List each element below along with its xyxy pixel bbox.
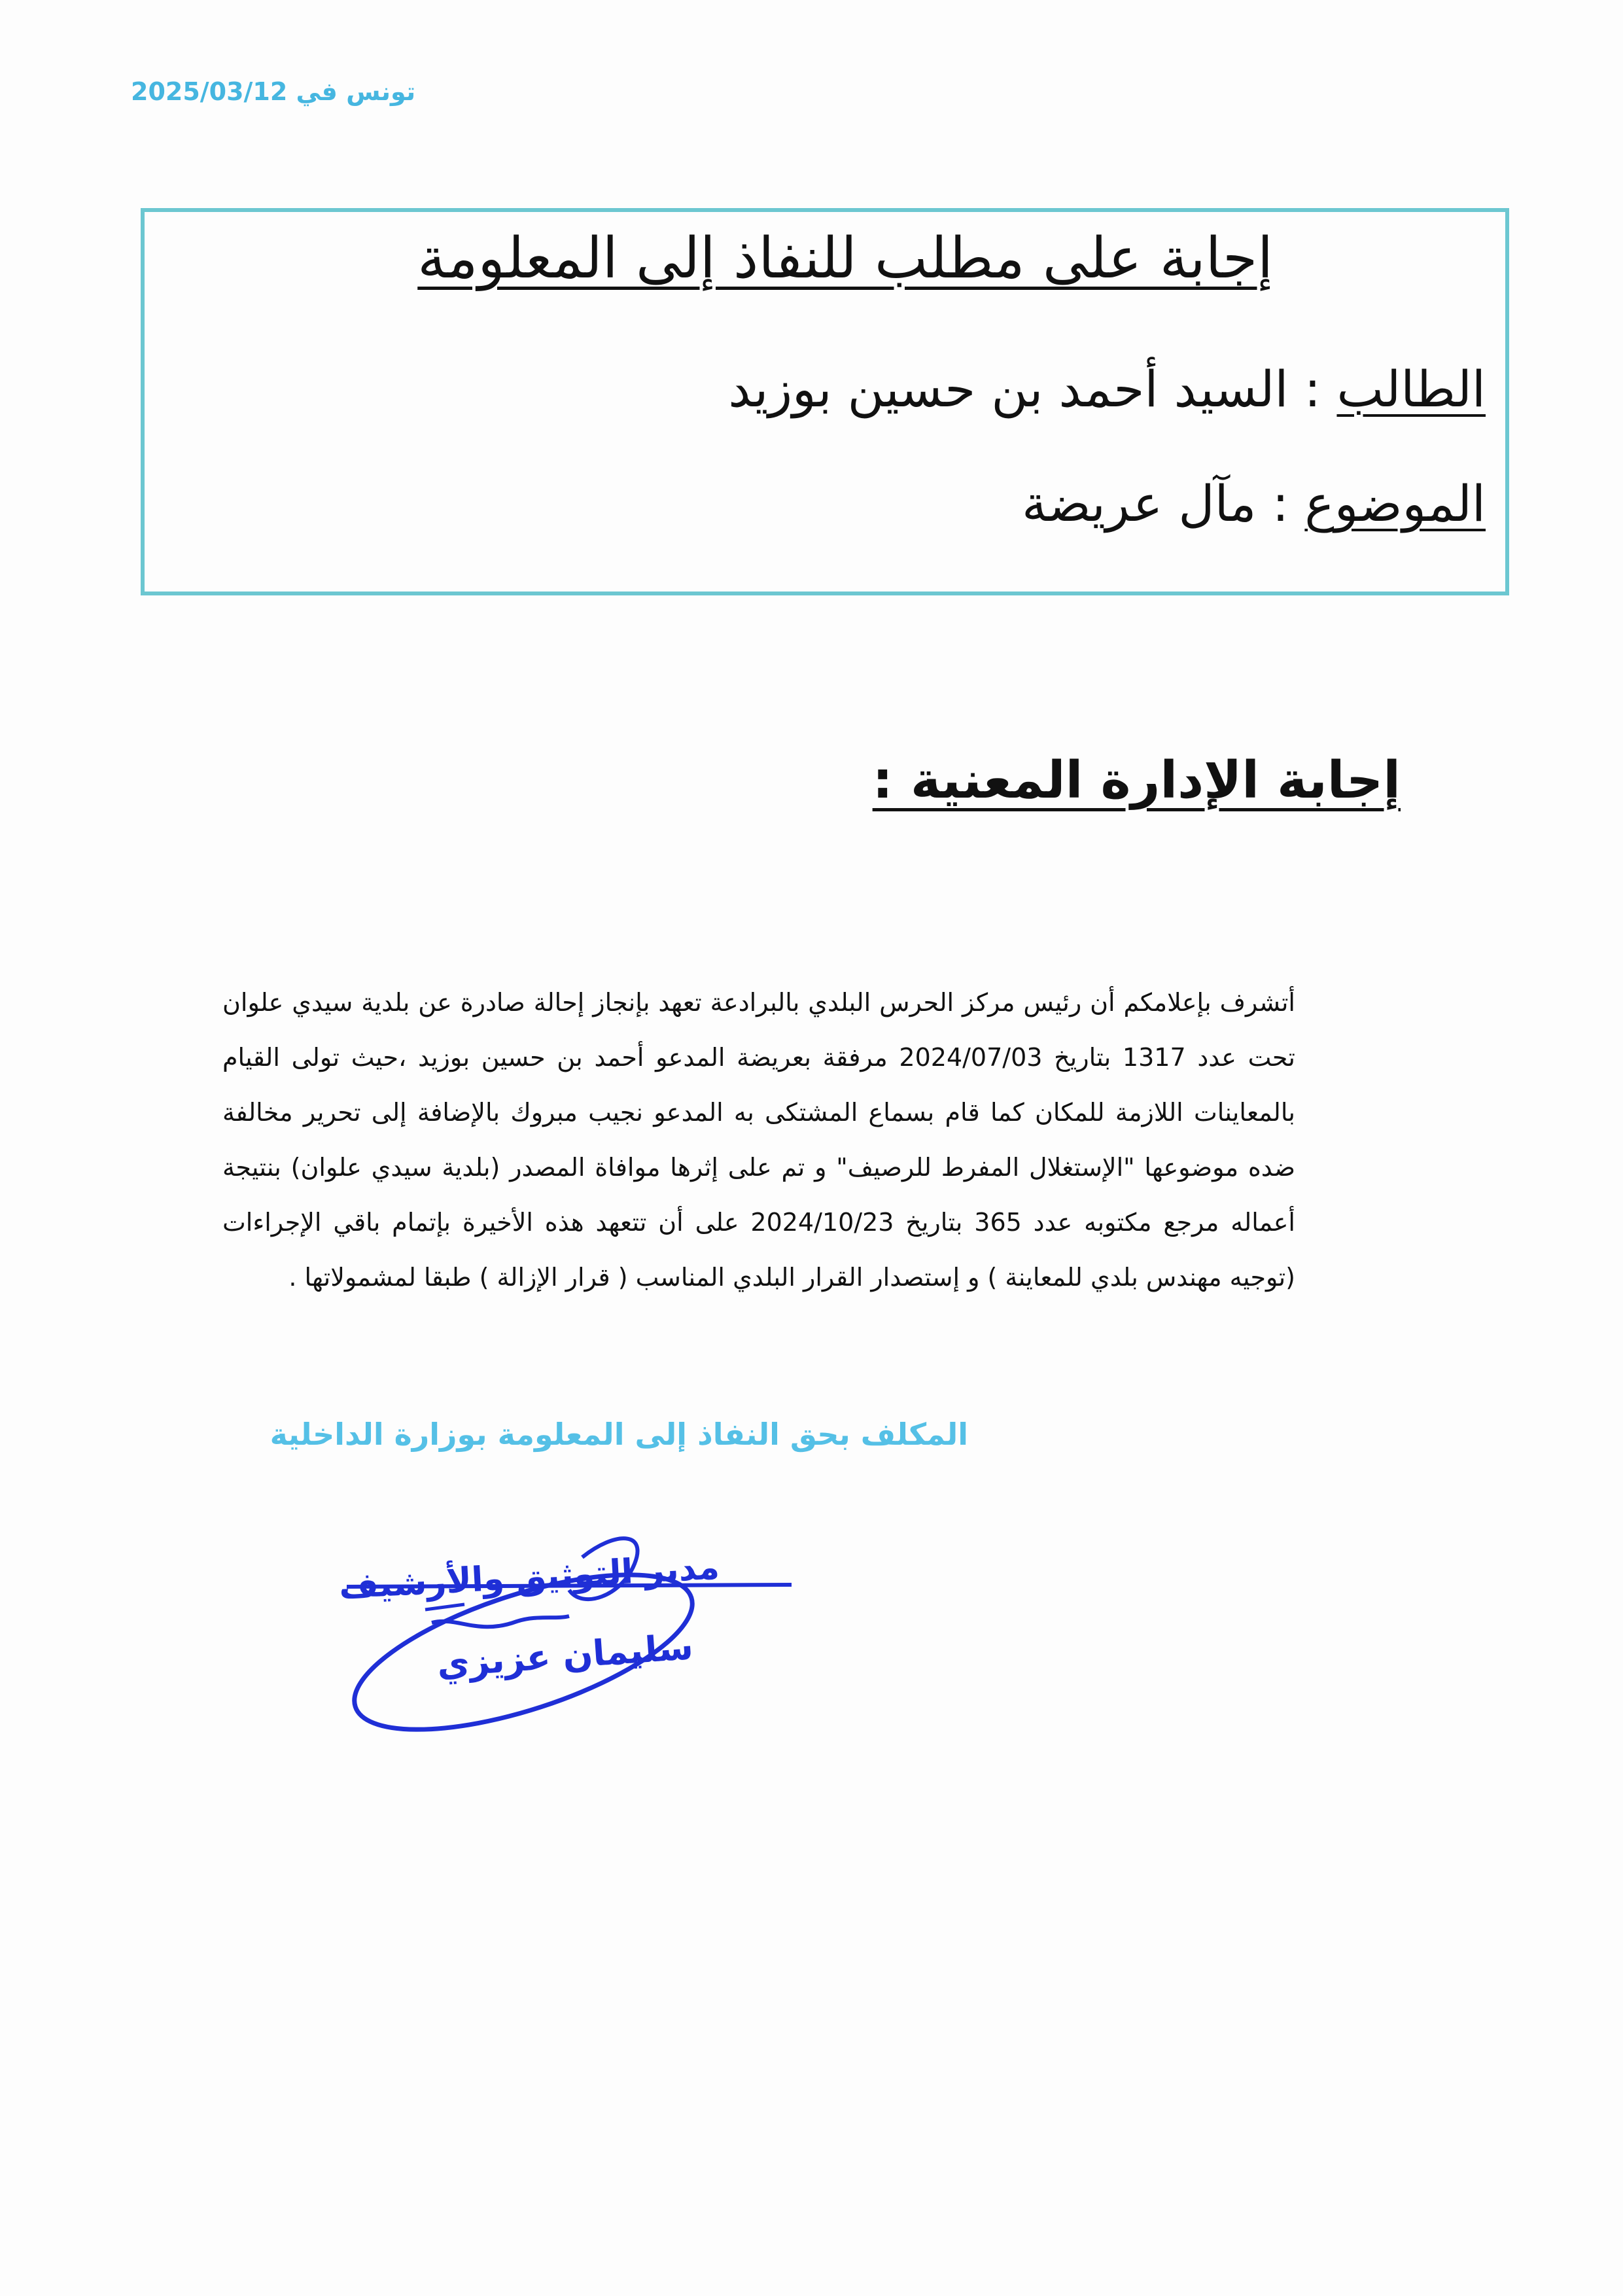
requester-value: السيد أحمد بن حسين بوزيد [728,360,1289,418]
signature-name: سليمان عزيزي [435,1626,695,1686]
field-separator: : [1288,360,1321,418]
subject-value: مآل عريضة [1022,474,1257,533]
requester-row [728,360,1486,418]
document-date: تونس في 2025/03/12 [131,77,416,106]
subject-row [1022,474,1486,533]
requester-label: الطالب [1336,360,1486,418]
handwritten-signature [307,1505,818,1780]
response-body-text: أتشرف بإعلامكم أن رئيس مركز الحرس البلدي بالبرادعة تعهد بإنجاز إحالة صادرة عن بلدية سيدي علوان تحت عدد 1317 بتاريخ 2024/07/03 مرفقة بعريضة المدعو أحمد بن حسين بوزيد ،حيث تولى القيام بالمعاينات اللازمة للمكان كما قام بسماع المشتكى به المدعو نجيب مبروك بالإضافة إلى تحرير مخالفة ضده موضوعها "الإستغلال المفرط للرصيف" و تم على إثرها موافاة المصدر (بلدية سيدي علوان) بنتيجة أعماله مرجع مكتوبه عدد 365 بتاريخ 2024/10/23 على أن تتعهد هذه الأخيرة بإتمام باقي الإجراءات (توجيه مهندس بلدي للمعاينة ) و إستصدار القرار البلدي المناسب ( قرار الإزالة ) طبقا لمشمولاتها . [222,988,1295,1292]
official-title: المكلف بحق النفاذ إلى المعلومة بوزارة الداخلية [270,1417,968,1452]
signature-title: مدير التوثيق والأرشيف [338,1547,721,1607]
subject-label: الموضوع [1304,474,1486,533]
field-separator: : [1256,474,1289,533]
admin-response-heading: إجابة الإدارة المعنية : [872,751,1401,810]
document-title: إجابة على مطلب للنفاذ إلى المعلومة [417,226,1273,291]
